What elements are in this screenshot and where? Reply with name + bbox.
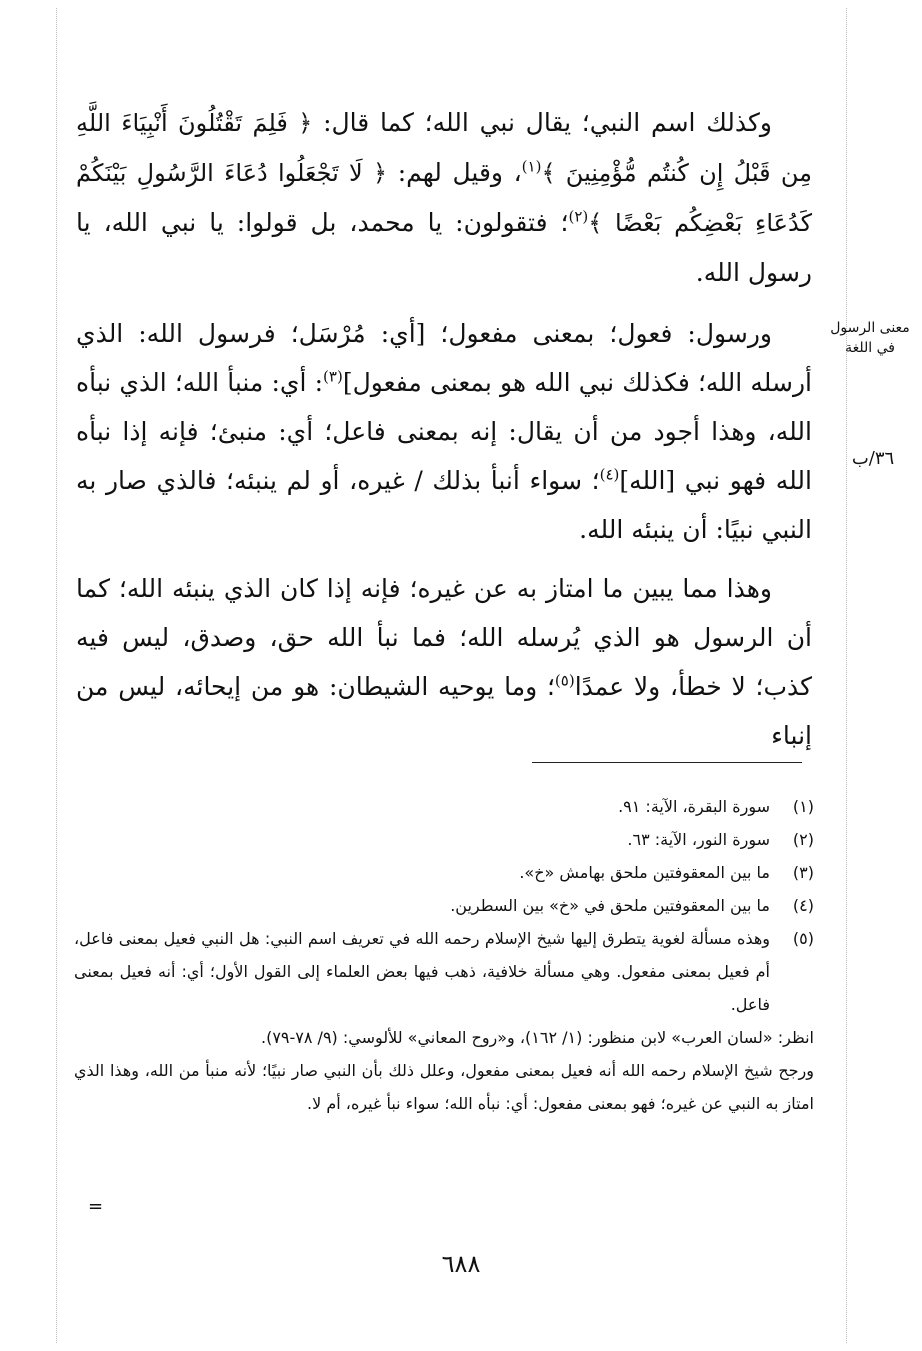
- footnote-ref-5: (٥): [554, 671, 575, 690]
- footnote-number: (١): [792, 797, 814, 816]
- footnote-number: (٣): [792, 863, 814, 882]
- footnote-5-conclusion: ورجح شيخ الإسلام رحمه الله أنه فعيل بمعنى مفعول، وعلل ذلك بأن النبي صار نبيًا؛ لأنه منبأ من الله، وهذا الذي امتاز به النبي عن غيره؛ فهو بمعنى مفعول: أي: نبأه الله؛ سواء نبأ غيره، أم لا.: [74, 1061, 814, 1113]
- p1-text-a: وكذلك اسم النبي؛ يقال نبي الله؛ كما قال:: [312, 108, 772, 137]
- footnote-item: [74, 922, 814, 1021]
- footnote-text: ما بين المعقوفتين ملحق في «خ» بين السطرين.: [450, 896, 770, 915]
- footnote-text: وهذه مسألة لغوية يتطرق إليها شيخ الإسلام رحمه الله في تعريف اسم النبي: هل النبي فعيل بمعنى فاعل، أم فعيل بمعنى مفعول. وهي مسألة خلافية، ذهب فيها بعض العلماء إلى القول الأول؛ أي: أنه فعيل بمعنى فاعل.: [74, 929, 770, 1014]
- paragraph-1: [76, 98, 812, 297]
- footnote-5-sources: انظر: «لسان العرب» لابن منظور: (١/ ١٦٢)، و«روح المعاني» للألوسي: (٩/ ٧٨-٧٩).: [260, 1028, 814, 1047]
- footnote-item: [74, 823, 814, 856]
- footnote-ref-4: (٤): [599, 465, 620, 484]
- continuation-mark: =: [88, 1196, 104, 1217]
- footnote-number: (٢): [792, 830, 814, 849]
- left-margin-guide: [56, 8, 57, 1343]
- footnote-ref-1: (١): [521, 157, 542, 176]
- footnote-item: [74, 790, 814, 823]
- p3-text-a: وهذا مما يبين ما امتاز به عن غيره؛ فإنه إذا كان الذي ينبئه الله؛ كما أن الرسول هو الذي يُرسله الله؛ فما نبأ الله حق، وصدق، ليس فيه كذب؛ لا خطأ، ولا عمدًا: [76, 574, 812, 701]
- right-margin-guide: [846, 8, 847, 1343]
- footnote-ref-2: (٢): [568, 207, 589, 226]
- main-text: [76, 98, 812, 770]
- footnote-text: ما بين المعقوفتين ملحق بهامش «خ».: [519, 863, 770, 882]
- footnote-item: [74, 856, 814, 889]
- footnotes: [74, 790, 814, 1120]
- quran-verse-1: ﴿ فَلِمَ تَقْتُلُونَ أَنْبِيَاءَ اللَّهِ مِن قَبْلُ إِن كُنتُم مُّؤْمِنِينَ ﴾: [76, 109, 812, 187]
- footnote-number: (٤): [792, 896, 814, 915]
- p2-text-b: : أي: منبأ الله؛ الذي نبأه الله، وهذا أجود من أن يقال: إنه بمعنى فاعل؛ أي: منبئ؛ فإنه إذا نبأه الله فهو نبي [الله]: [76, 368, 812, 495]
- page-number: ٦٨٨: [441, 1250, 481, 1278]
- p2-text-a: ورسول: فعول؛ بمعنى مفعول؛ [أي: مُرْسَل؛ فرسول الله: الذي أرسله الله؛ فكذلك نبي الله هو بمعنى مفعول]: [76, 319, 812, 397]
- footnote-separator: [532, 762, 802, 763]
- margin-note-heading: معنى الرسول في اللغة: [830, 320, 910, 356]
- p1-text-c: ؛ فتقولون: يا محمد، بل قولوا: يا نبي الله، يا رسول الله.: [76, 208, 812, 287]
- footnote-text: سورة البقرة، الآية: ٩١.: [618, 797, 770, 816]
- paragraph-3: [76, 564, 812, 760]
- p2-text-c: ؛ سواء أنبأ بذلك / غيره، أو لم ينبئه؛ فالذي صار به النبي نبيًا: أن ينبئه الله.: [76, 466, 812, 544]
- manuscript-folio-ref: ٣٦/ب: [851, 448, 895, 469]
- p1-text-b: ، وقيل لهم:: [387, 158, 522, 187]
- quran-verse-2: ﴿ لَا تَجْعَلُوا دُعَاءَ الرَّسُولِ بَيْنَكُمْ كَدُعَاءِ بَعْضِكُم بَعْضًا ﴾: [76, 159, 812, 237]
- p3-text-b: ؛ وما يوحيه الشيطان: هو من إيحائه، ليس من إنباء: [76, 672, 812, 750]
- footnote-number: (٥): [792, 929, 814, 948]
- footnote-item: [74, 889, 814, 922]
- footnote-ref-3: (٣): [323, 367, 343, 386]
- paragraph-2: [76, 309, 812, 554]
- footnote-text: سورة النور، الآية: ٦٣.: [627, 830, 770, 849]
